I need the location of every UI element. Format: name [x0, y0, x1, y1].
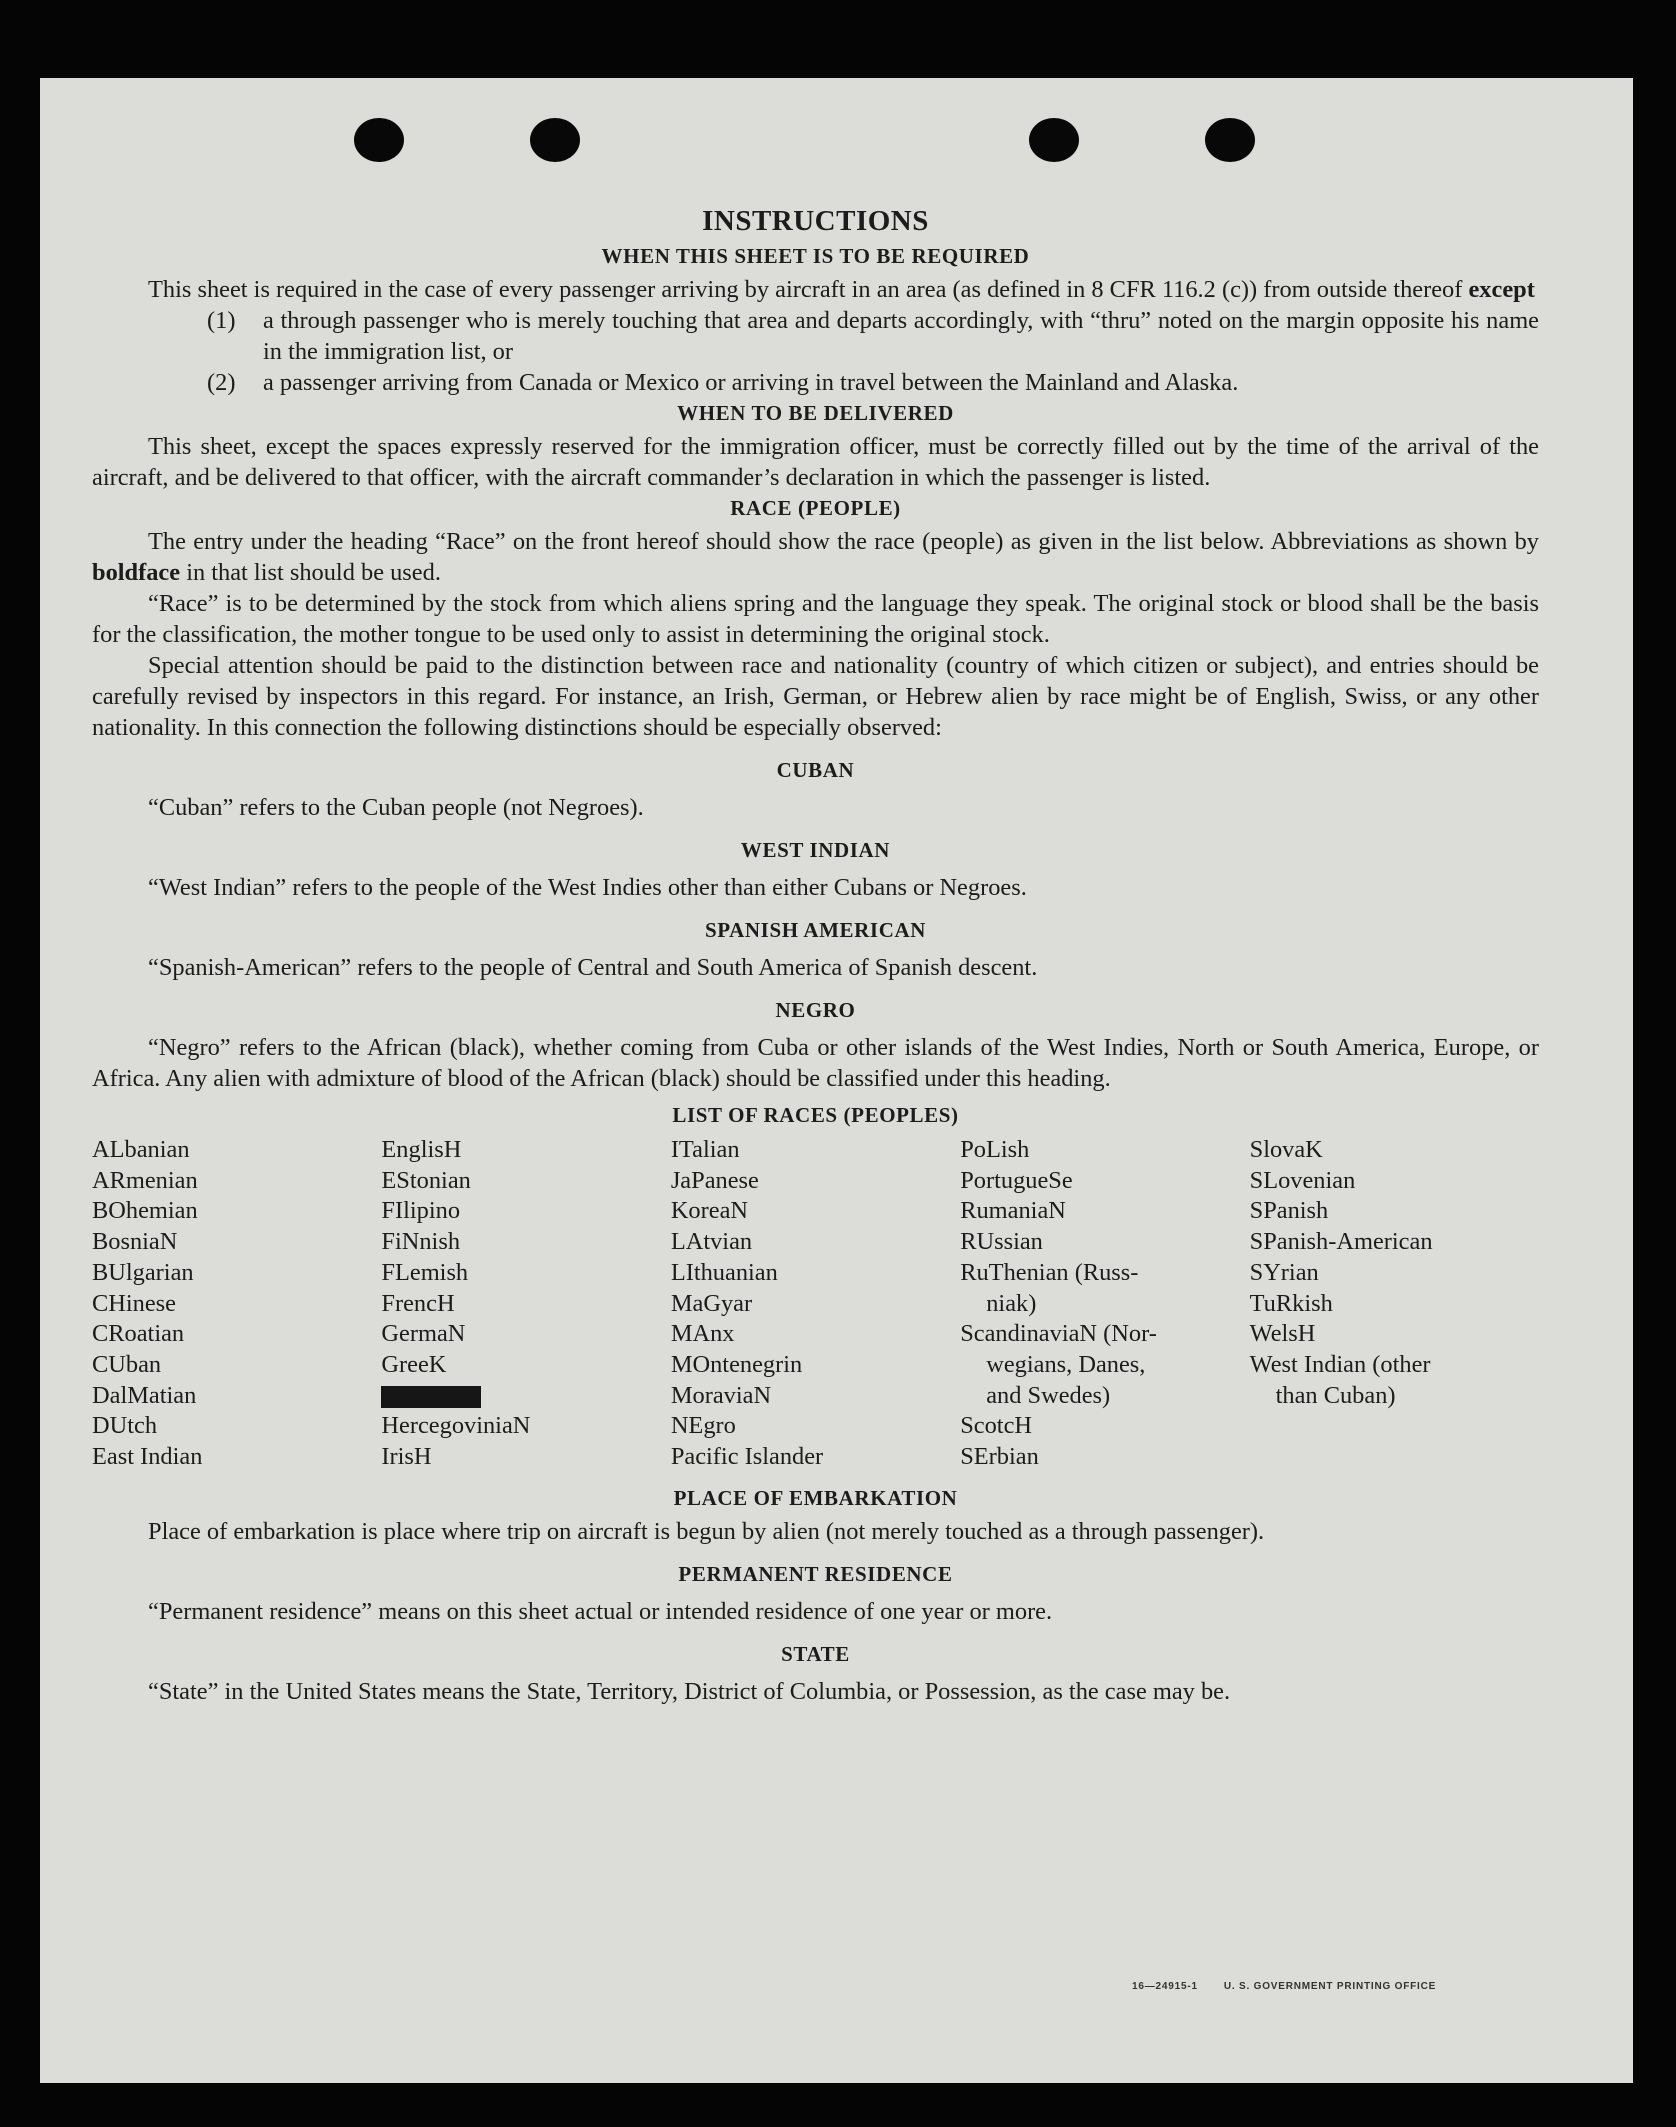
race-entry: ScandinaviaN (Nor- [960, 1320, 1157, 1348]
heading-when-delivered: WHEN TO BE DELIVERED [677, 401, 954, 425]
race-entry: SErbian [960, 1443, 1039, 1471]
race-entry: FLemish [381, 1258, 469, 1286]
race-paragraph-2: “Race” is to be determined by the stock from which aliens spring and the language they speak. The original stock or blood shall be the basis for the classification, the mother tongue to be used only to assist in determining the original stock. [92, 590, 1539, 648]
instructions-content [92, 206, 1539, 1707]
race-entry: SPanish-American [1249, 1228, 1433, 1256]
race-entry: KoreaN [670, 1197, 749, 1225]
exception-number: (1) [207, 307, 236, 334]
race-entry: RUssian [960, 1228, 1043, 1256]
race-entry: SlovaK [1249, 1136, 1323, 1163]
punch-hole-4 [1205, 118, 1255, 162]
race-entry: EnglisH [381, 1136, 462, 1163]
cuban-text: “Cuban” refers to the Cuban people (not Negroes). [148, 794, 644, 821]
race-entry: WelsH [1249, 1320, 1316, 1348]
heading-race: RACE (PEOPLE) [730, 496, 901, 520]
race-entry: BosniaN [92, 1228, 178, 1256]
heading-permanent-residence: PERMANENT RESIDENCE [678, 1561, 953, 1586]
exception-text: a through passenger who is merely touching that area and departs accordingly, with “thru” noted on the margin opposite his name in the immigration list, or [263, 307, 1539, 365]
heading-negro: NEGRO [775, 998, 856, 1022]
race-entry: LIthuanian [670, 1258, 778, 1286]
race-entry: CUban [92, 1350, 162, 1378]
redaction-mark [381, 1386, 481, 1408]
race-entry: HercegoviniaN [381, 1412, 531, 1440]
race-paragraph-3: Special attention should be paid to the distinction between race and nationality (country of which citizen or subject), and entries should be carefully revised by inspectors in this regard. For instance, an Irish, German, or Hebrew alien by race might be of English, Swiss, or any other nationality. In this connection the following distinctions should be especially observed: [92, 652, 1539, 741]
race-entry: EStonian [381, 1166, 471, 1194]
embarkation-text: Place of embarkation is place where trip on aircraft is begun by alien (not merely touched as a through passenger). [148, 1517, 1265, 1545]
race-entry: GermaN [381, 1320, 466, 1348]
exception-text: a passenger arriving from Canada or Mexico or arriving in travel between the Mainland and Alaska. [263, 369, 1239, 396]
race-entry: MAnx [670, 1320, 735, 1348]
race-entry-continuation: and Swedes) [986, 1381, 1111, 1409]
printer-name: U. S. GOVERNMENT PRINTING OFFICE [1223, 1981, 1437, 1992]
punch-hole-3 [1029, 118, 1079, 162]
required-intro: This sheet is required in the case of every passenger arriving by aircraft in an area (as defined in 8 CFR 116.2 (c)) from outside thereof except [148, 276, 1535, 303]
race-paragraph-1: The entry under the heading “Race” on the front hereof should show the race (people) as given in the list below. Abbreviations as shown by boldface in that list should be used. [92, 528, 1539, 586]
race-entry: East Indian [92, 1443, 203, 1471]
race-entry-continuation: niak) [986, 1289, 1037, 1317]
west-indian-text: “West Indian” refers to the people of the West Indies other than either Cubans or Negroes. [148, 874, 1027, 901]
race-entry: Pacific Islander [670, 1443, 824, 1471]
heading-list-of-races: LIST OF RACES (PEOPLES) [672, 1103, 959, 1127]
delivered-text: This sheet, except the spaces expressly reserved for the immigration officer, must be correctly filled out by the time of the arrival of the aircraft, and be delivered to that officer, with the aircraft commander’s declaration in which the passenger is listed. [92, 433, 1539, 491]
races-list [92, 1135, 1539, 1473]
punch-hole-2 [530, 118, 580, 162]
race-entry: GreeK [381, 1350, 447, 1378]
race-entry: RuThenian (Russ- [960, 1258, 1139, 1286]
race-entry: CHinese [92, 1289, 176, 1317]
race-entry-continuation: than Cuban) [1275, 1381, 1396, 1409]
race-entry: BOhemian [92, 1197, 198, 1225]
residence-text: “Permanent residence” means on this sheet actual or intended residence of one year or more. [148, 1597, 1053, 1625]
race-entry: ITalian [670, 1136, 740, 1163]
race-entry: IrisH [381, 1443, 432, 1471]
race-entry: JaPanese [670, 1166, 759, 1194]
state-text: “State” in the United States means the State, Territory, District of Columbia, or Possession, as the case may be. [148, 1677, 1231, 1705]
races-column-3 [671, 1135, 960, 1473]
race-entry: MaGyar [670, 1289, 753, 1317]
heading-west-indian: WEST INDIAN [740, 838, 891, 862]
heading-spanish-american: SPANISH AMERICAN [705, 918, 926, 942]
race-entry: SYrian [1249, 1258, 1319, 1286]
race-entry: PortugueSe [960, 1166, 1073, 1194]
races-column-4 [960, 1135, 1249, 1473]
race-entry: PoLish [960, 1136, 1030, 1163]
race-entry: SPanish [1249, 1197, 1329, 1225]
races-column-5 [1250, 1135, 1539, 1473]
races-column-2 [381, 1135, 670, 1473]
document-title: INSTRUCTIONS [702, 205, 929, 237]
race-entry: ScotcH [960, 1412, 1033, 1440]
punch-hole-1 [354, 118, 404, 162]
race-entry-redacted [381, 1381, 670, 1412]
heading-when-required: WHEN THIS SHEET IS TO BE REQUIRED [601, 244, 1030, 268]
boldface-word: boldface [92, 559, 181, 586]
race-entry-continuation: wegians, Danes, [986, 1350, 1146, 1378]
race-entry: SLovenian [1249, 1166, 1356, 1194]
exception-number: (2) [207, 369, 236, 396]
race-entry: FIlipino [381, 1197, 461, 1225]
document-sheet [40, 78, 1633, 2083]
race-entry: NEgro [670, 1412, 736, 1440]
race-entry: BUlgarian [92, 1258, 194, 1286]
race-entry: RumaniaN [960, 1197, 1066, 1225]
heading-cuban: CUBAN [776, 758, 855, 782]
heading-embarkation: PLACE OF EMBARKATION [673, 1485, 958, 1510]
race-entry: CRoatian [92, 1320, 185, 1348]
heading-state: STATE [781, 1641, 850, 1666]
race-entry: FrencH [381, 1289, 455, 1317]
race-entry: TuRkish [1249, 1289, 1333, 1317]
race-entry: ARmenian [92, 1166, 198, 1194]
races-column-1 [92, 1135, 381, 1473]
race-entry: MoraviaN [670, 1381, 772, 1409]
except-word: except [1468, 276, 1535, 303]
race-entry: DalMatian [92, 1381, 197, 1409]
race-entry: FiNnish [381, 1228, 461, 1256]
race-entry: MOntenegrin [670, 1350, 803, 1378]
race-entry: LAtvian [670, 1228, 753, 1256]
spanish-american-text: “Spanish-American” refers to the people of Central and South America of Spanish descent. [148, 954, 1038, 981]
exception-item-2 [92, 367, 1539, 398]
form-code: 16—24915-1 [1132, 1981, 1198, 1992]
race-entry: West Indian (other [1249, 1350, 1431, 1378]
negro-text: “Negro” refers to the African (black), whether coming from Cuba or other islands of the West Indies, North or South America, Europe, or Africa. Any alien with admixture of blood of the African (black) should be classified under this heading. [92, 1034, 1539, 1092]
exception-item-1 [92, 305, 1539, 367]
race-entry: DUtch [92, 1412, 158, 1440]
race-entry: ALbanian [92, 1136, 190, 1163]
printer-footer [1132, 1981, 1462, 1992]
